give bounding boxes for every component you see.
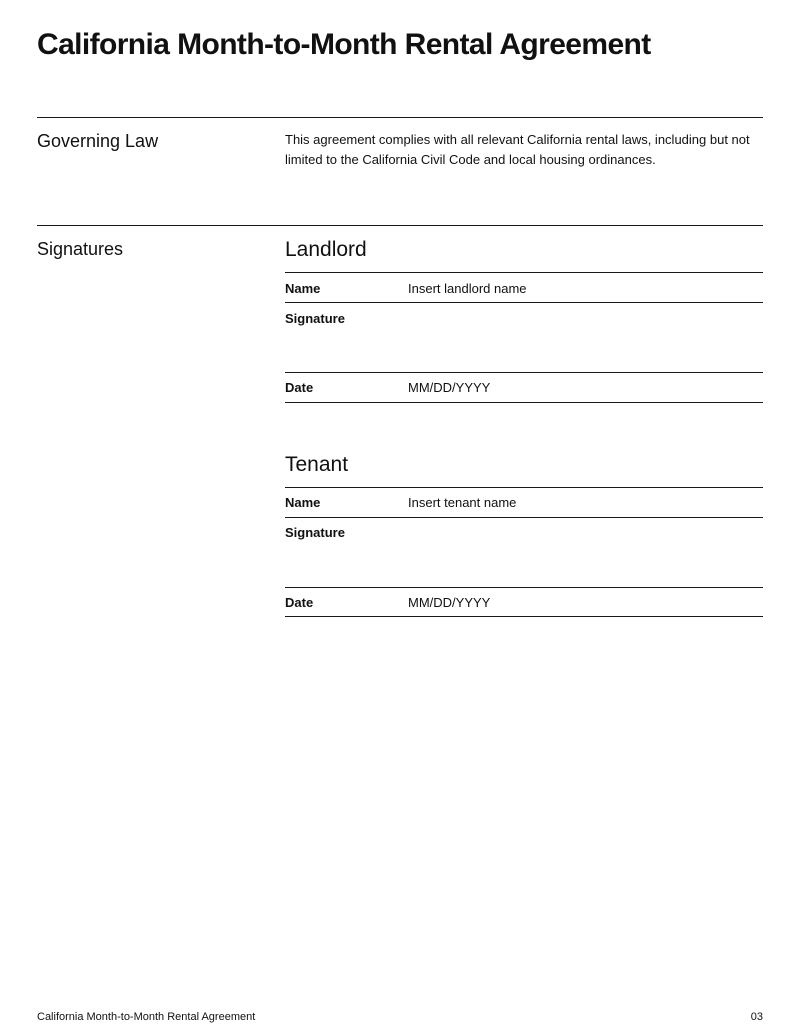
footer-page-number: 03 [750, 1011, 763, 1023]
document-title: California Month-to-Month Rental Agreement [37, 28, 651, 61]
tenant-signature-label: Signature [285, 525, 345, 540]
landlord-signature-field[interactable] [285, 303, 763, 372]
form-line [285, 272, 763, 273]
section-divider [37, 225, 763, 226]
signatures-label: Signatures [37, 239, 124, 259]
landlord-heading: Landlord [285, 238, 367, 261]
tenant-date-field[interactable]: MM/DD/YYYY [408, 595, 491, 610]
form-line [285, 587, 763, 588]
form-line [285, 372, 763, 373]
landlord-date-label: Date [285, 380, 314, 395]
governing-law-text: This agreement complies with all relevant California rental laws, including but not limited to the California Civil Code and local housing ordinances. [285, 132, 750, 167]
landlord-name-field[interactable]: Insert landlord name [408, 281, 527, 296]
form-line [285, 616, 763, 617]
landlord-signature-label: Signature [285, 311, 345, 326]
landlord-name-label: Name [285, 281, 321, 296]
form-line [285, 487, 763, 488]
tenant-date-label: Date [285, 595, 314, 610]
governing-law-label: Governing Law [37, 131, 159, 151]
form-line [285, 402, 763, 403]
tenant-signature-field[interactable] [285, 518, 763, 587]
tenant-name-label: Name [285, 495, 321, 510]
tenant-name-field[interactable]: Insert tenant name [408, 495, 517, 510]
tenant-heading: Tenant [285, 453, 349, 476]
landlord-date-field[interactable]: MM/DD/YYYY [408, 380, 491, 395]
footer-document-title: California Month-to-Month Rental Agreement [37, 1011, 256, 1023]
section-divider [37, 117, 763, 118]
